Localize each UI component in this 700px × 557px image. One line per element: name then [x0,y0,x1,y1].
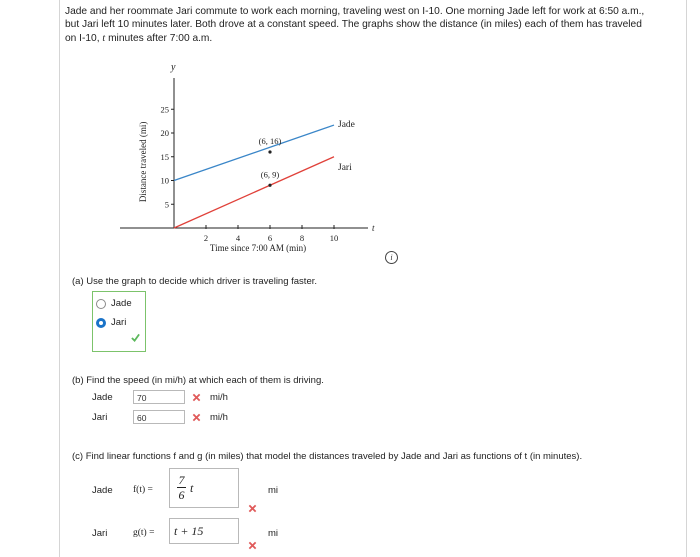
jari-speed-input[interactable]: 60 [133,410,185,424]
x-tick-label: 2 [203,233,209,243]
series-line-jari [174,157,334,228]
option-jade[interactable]: Jade [96,298,132,309]
problem-line-2: but Jari left 10 minutes later. Both drove at a constant speed. The graphs show the distance (in miles) each of them has traveled [65,19,642,31]
part-b-jari-label: Jari [92,412,108,423]
problem-line-3: on I-10, t minutes after 7:00 a.m. [65,32,213,44]
y-tick-label: 20 [160,128,169,138]
option-jari[interactable]: Jari [96,317,126,328]
part-a-choices [92,291,146,352]
part-c-jade-label: Jade [92,485,113,496]
part-c-jari-label: Jari [92,528,108,539]
jari-speed-unit: mi/h [210,412,228,423]
part-b-prompt: (b) Find the speed (in mi/h) at which each of them is driving. [72,375,324,386]
x-tick-label: 8 [299,233,305,243]
y-tick-label: 5 [164,199,169,210]
x-axis-var: t [372,223,375,233]
f-expression-input[interactable]: 7 6 t [169,468,239,508]
fraction: 7 6 [178,473,185,502]
incorrect-x-icon [248,504,257,513]
part-c-prompt: (c) Find linear functions f and g (in miles) that model the distances traveled by Jade and Jari as functions of t (in minutes). [72,451,583,462]
incorrect-x-icon [192,413,201,422]
g-unit: mi [268,528,279,539]
f-function-label: f(t) = [133,485,153,495]
x-axis-label: Time since 7:00 AM (min) [209,243,307,253]
x-tick-label: 4 [235,233,241,243]
x-tick-label: 6 [267,233,273,243]
incorrect-x-icon [192,393,201,402]
problem-statement [65,5,677,45]
y-tick-label: 10 [160,175,169,186]
point-label: (6, 9) [260,169,280,180]
jade-speed-unit: mi/h [210,392,228,403]
info-icon[interactable]: i [385,251,398,264]
problem-line-1: Jade and her roommate Jari commute to work each morning, traveling west on I-10. One morning Jade left for work at 6:50 a.m., [65,6,645,17]
radio-jade[interactable] [96,299,106,309]
series-line-jade [174,125,334,180]
legend-label-jari: Jari [338,162,352,173]
data-point [268,184,271,187]
point-label: (6, 16) [258,136,282,146]
distance-chart [110,56,400,256]
correct-check-icon [131,333,140,342]
x-tick-label: 10 [329,233,339,243]
radio-jari-selected[interactable] [96,318,106,328]
incorrect-x-icon [248,541,257,550]
jade-speed-input[interactable]: 70 [133,390,185,404]
part-b-jade-label: Jade [92,392,113,403]
y-axis-var: y [171,62,176,73]
f-unit: mi [268,485,279,496]
part-a-prompt: (a) Use the graph to decide which driver is traveling faster. [72,276,318,287]
data-point [268,150,271,153]
legend-label-jade: Jade [338,120,355,131]
y-tick-label: 25 [160,104,169,115]
y-axis-label: Distance traveled (mi) [138,121,148,203]
g-function-label: g(t) = [133,528,155,538]
y-tick-label: 15 [160,151,169,162]
g-expression-input[interactable]: t + 15 [169,518,239,544]
